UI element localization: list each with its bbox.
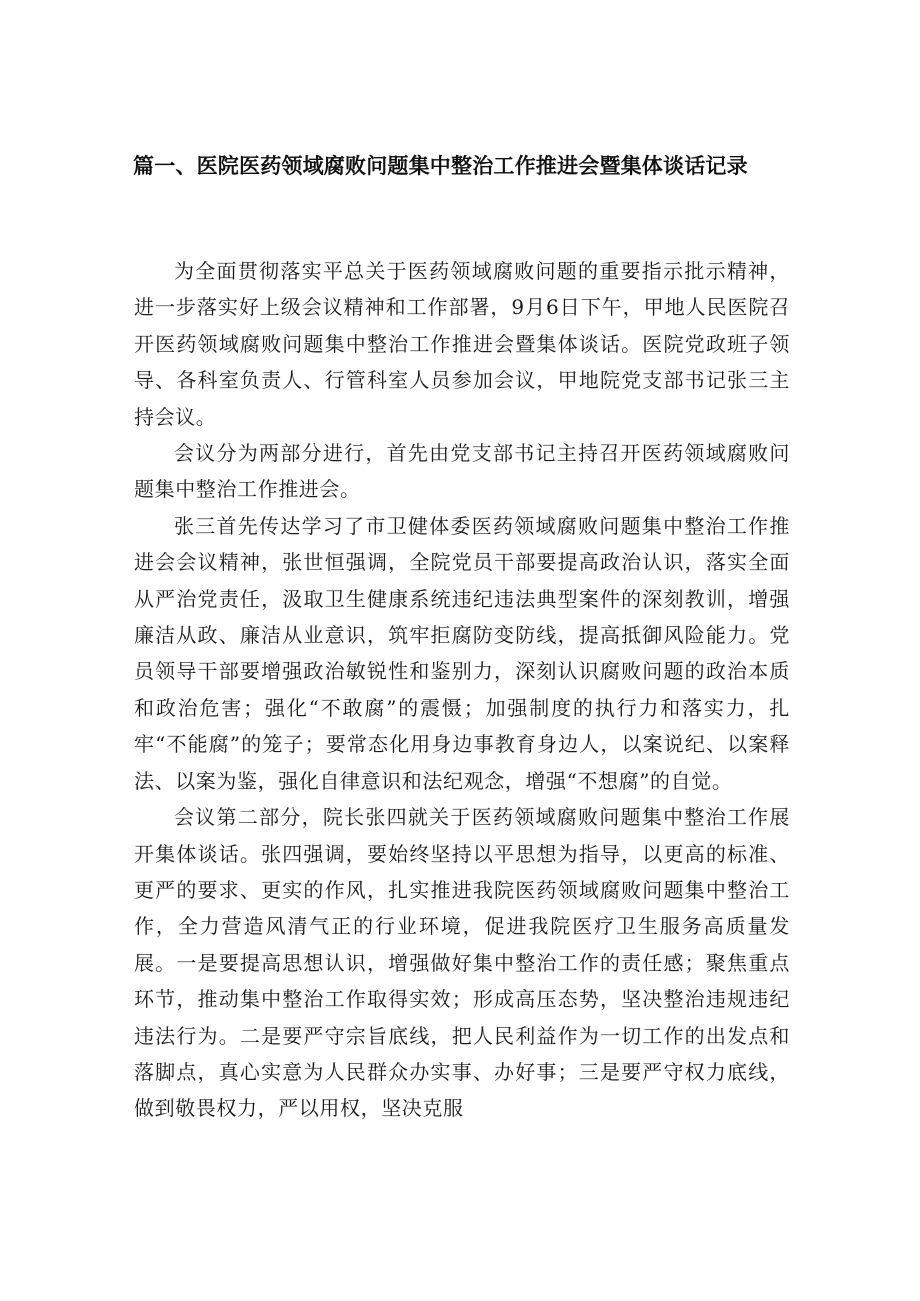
paragraph-meeting-structure: 会议分为两部分进行，首先由党支部书记主持召开医药领域腐败问题集中整治工作推进会。: [134, 441, 790, 502]
document-title: 篇一、医院医药领域腐败问题集中整治工作推进会暨集体谈话记录: [133, 154, 748, 178]
paragraph-part-two: 会议第二部分，院长张四就关于医药领域腐败问题集中整治工作展开集体谈话。张四强调，要始终坚持以平思想为指导，以更高的标准、更严的要求、更实的作风，扎实推进我院医药领域腐败问题集中整治工作，全力营造风清气正的行业环境，促进我院医疗卫生服务高质量发展。一是要提高思想认识，增强做好集中整治工作的责任感；聚焦重点环节，推动集中整治工作取得实效；形成高压态势，坚决整治违规违纪违法行为。二是要严守宗旨底线，把人民利益作为一切工作的出发点和落脚点，真心实意为人民群众办实事、办好事；三是要严守权力底线，做到敬畏权力，严以用权，坚决克服: [134, 805, 790, 1121]
paragraph-intro: 为全面贯彻落实平总关于医药领域腐败问题的重要指示批示精神，进一步落实好上级会议精神和工作部署，9月6日下午，甲地人民医院召开医药领域腐败问题集中整治工作推进会暨集体谈话。医院党政班子领导、各科室负责人、行管科室人员参加会议，甲地院党支部书记张三主持会议。: [134, 259, 790, 429]
paragraph-part-one: 张三首先传达学习了市卫健体委医药领域腐败问题集中整治工作推进会会议精神，张世恒强调，全院党员干部要提高政治认识，落实全面从严治党责任，汲取卫生健康系统违纪违法典型案件的深刻教训，增强廉洁从政、廉洁从业意识，筑牢拒腐防变防线，提高抵御风险能力。党员领导干部要增强政治敏锐性和鉴别力，深刻认识腐败问题的政治本质和政治危害；强化“不敢腐”的震慑；加强制度的执行力和落实力，扎牢“不能腐”的笼子；要常态化用身边事教育身边人，以案说纪、以案释法、以案为鉴，强化自律意识和法纪观念，增强“不想腐”的自觉。: [134, 513, 790, 793]
document-body: [134, 253, 790, 1127]
